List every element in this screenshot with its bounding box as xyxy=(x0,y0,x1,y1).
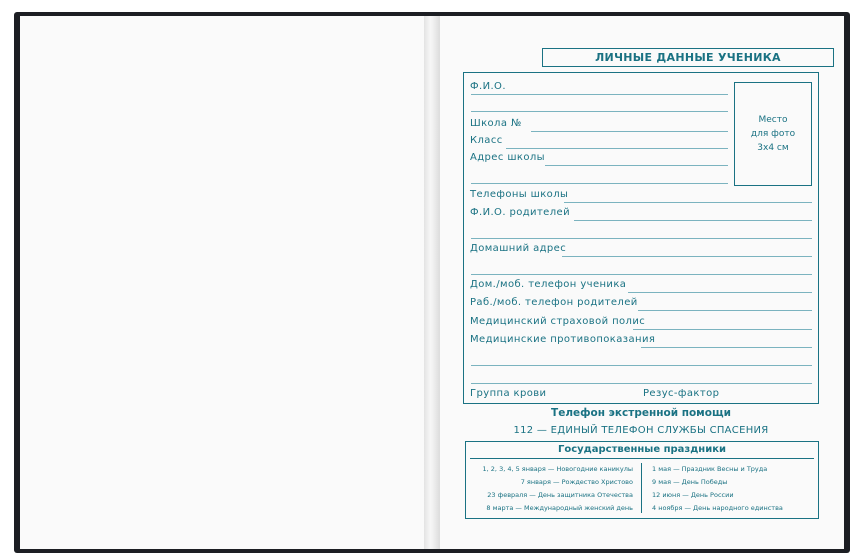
holiday-item: 1, 2, 3, 4, 5 января — Новогодние каникулы xyxy=(482,465,633,473)
home-address-label: Домашний адрес xyxy=(470,243,567,254)
holidays-title-rule xyxy=(470,458,814,459)
school-address-label: Адрес школы xyxy=(470,152,545,163)
parents-fio-line-2[interactable] xyxy=(471,238,812,239)
spine xyxy=(424,16,440,549)
holiday-item: 1 мая — Праздник Весны и Труда xyxy=(652,465,768,473)
school-address-line-2[interactable] xyxy=(471,183,728,184)
fio-label: Ф.И.О. xyxy=(470,81,506,92)
parents-phone-label: Раб./моб. телефон родителей xyxy=(470,297,638,308)
page-title: ЛИЧНЫЕ ДАННЫЕ УЧЕНИКА xyxy=(542,48,834,67)
parents-phone-line[interactable] xyxy=(638,310,812,311)
class-label: Класс xyxy=(470,135,503,146)
holiday-item: 8 марта — Международный женский день xyxy=(486,504,633,512)
student-phone-label: Дом./моб. телефон ученика xyxy=(470,279,627,290)
holidays-title: Государственные праздники xyxy=(557,444,727,455)
holidays-divider xyxy=(641,463,642,513)
emergency-title: Телефон экстренной помощи xyxy=(551,407,731,419)
parents-fio-line-1[interactable] xyxy=(574,220,812,221)
contraindications-label: Медицинские противопоказания xyxy=(470,334,656,345)
fio-line-2[interactable] xyxy=(471,111,728,112)
parents-fio-label: Ф.И.О. родителей xyxy=(470,207,570,218)
school-no-line[interactable] xyxy=(531,131,728,132)
student-phone-line[interactable] xyxy=(628,292,812,293)
home-address-line-1[interactable] xyxy=(562,256,812,257)
holiday-item: 23 февраля — День защитника Отечества xyxy=(487,491,633,499)
school-phones-label: Телефоны школы xyxy=(470,189,569,200)
emergency-number: 112 — ЕДИНЫЙ ТЕЛЕФОН СЛУЖБЫ СПАСЕНИЯ xyxy=(513,425,769,436)
contraindications-line-3[interactable] xyxy=(471,383,812,384)
insurance-label: Медицинский страховой полис xyxy=(470,316,646,327)
fio-line-1[interactable] xyxy=(471,94,728,95)
photo-placeholder-text: Место для фото 3х4 см xyxy=(750,115,796,153)
left-page xyxy=(20,16,428,549)
contraindications-line-2[interactable] xyxy=(471,365,812,366)
insurance-line[interactable] xyxy=(633,329,812,330)
photo-placeholder xyxy=(734,82,812,186)
rh-factor-label: Резус-фактор xyxy=(643,388,720,399)
holiday-item: 12 июня — День России xyxy=(652,491,734,499)
home-address-line-2[interactable] xyxy=(471,274,812,275)
holiday-item: 9 мая — День Победы xyxy=(652,478,728,486)
contraindications-line-1[interactable] xyxy=(641,347,812,348)
school-phones-line[interactable] xyxy=(564,202,812,203)
blood-group-label: Группа крови xyxy=(470,388,547,399)
holiday-item: 4 ноября — День народного единства xyxy=(652,504,783,512)
class-line[interactable] xyxy=(506,148,728,149)
school-address-line-1[interactable] xyxy=(545,165,728,166)
holiday-item: 7 января — Рождество Христово xyxy=(520,478,633,486)
school-no-label: Школа № xyxy=(470,118,522,129)
